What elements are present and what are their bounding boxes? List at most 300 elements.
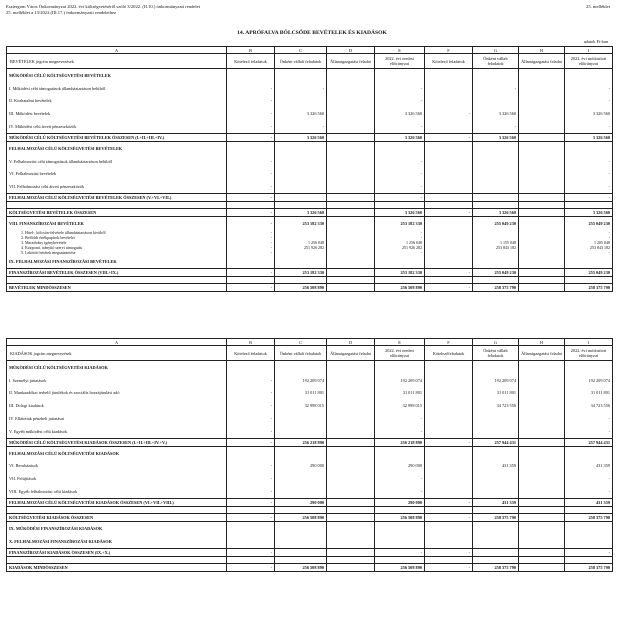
- table-cell: [425, 521, 473, 534]
- table-cell: 34 723 556: [473, 399, 519, 412]
- table-cell: 31 011 801: [473, 387, 519, 400]
- table-cell: [425, 155, 473, 168]
- col-letter: A: [7, 47, 227, 54]
- table-cell: [425, 460, 473, 473]
- table-cell: 192 209 074: [375, 374, 425, 387]
- table-cell: [519, 556, 565, 563]
- table-row: [7, 69, 613, 82]
- table-cell: 258 375 790: [473, 563, 519, 571]
- table-cell: [519, 180, 565, 193]
- table-cell: 290 000: [375, 460, 425, 473]
- table-cell: -: [565, 155, 613, 168]
- table-cell: [327, 194, 375, 202]
- table-cell: [425, 180, 473, 193]
- table-cell: -: [227, 230, 275, 235]
- table-cell: [375, 276, 425, 283]
- table-row: [7, 155, 613, 168]
- row-label: VII. Felújítások: [7, 472, 227, 485]
- table-row: [7, 107, 613, 120]
- table-cell: -: [227, 485, 275, 498]
- table-cell: -: [227, 438, 275, 446]
- row-label: FINANSZÍROZÁSI BEVÉTELEK ÖSSZESEN (VIII.+IX.): [7, 268, 227, 276]
- col-header: Államigazgatási feladat: [327, 54, 375, 69]
- table-cell: -: [565, 425, 613, 438]
- table-cell: [327, 446, 375, 459]
- table-cell: [375, 521, 425, 534]
- table-row: [7, 361, 613, 374]
- table-row: [7, 535, 613, 548]
- table-row: [7, 563, 613, 571]
- table-cell: 258 375 790: [565, 513, 613, 521]
- expense-table-body: [7, 361, 613, 572]
- table-cell: 431 359: [565, 460, 613, 473]
- table-cell: 255 049 230: [473, 268, 519, 276]
- row-label: II. Munkaadókat terhelő járulékok és szociális hozzájárulási adó: [7, 387, 227, 400]
- table-cell: -: [227, 387, 275, 400]
- column-letter-row: [7, 339, 613, 346]
- table-cell: [519, 283, 565, 291]
- revenue-table: [6, 46, 613, 292]
- col-letter: B: [227, 47, 275, 54]
- table-cell: [327, 563, 375, 571]
- table-cell: -: [375, 548, 425, 556]
- table-cell: 31 011 801: [375, 387, 425, 400]
- table-cell: -: [565, 95, 613, 108]
- table-cell: 256 218 890: [375, 438, 425, 446]
- table-row: [7, 180, 613, 193]
- row-label: VIII. FINANSZÍROZÁSI BEVÉTELEK: [7, 217, 227, 230]
- table-cell: -: [375, 472, 425, 485]
- table-cell: 32 998 015: [375, 399, 425, 412]
- table-cell: [227, 506, 275, 513]
- table-cell: -: [565, 472, 613, 485]
- table-cell: [473, 556, 519, 563]
- table-cell: -: [227, 245, 275, 250]
- col-header: 2022. évi módosított előirányzat: [565, 346, 613, 361]
- table-cell: [425, 485, 473, 498]
- table-cell: [275, 535, 327, 548]
- table-cell: [473, 95, 519, 108]
- table-cell: [473, 168, 519, 181]
- table-cell: [275, 141, 327, 154]
- table-row: [7, 425, 613, 438]
- table-cell: [519, 460, 565, 473]
- table-cell: [565, 556, 613, 563]
- row-label: IV. Ellátottak pénzbeli juttatásai: [7, 412, 227, 425]
- row-label: 1. Hitel-, kölcsön-felvétele államháztartáson kívülről: [7, 230, 227, 235]
- table-cell: [275, 521, 327, 534]
- col-letter: C: [275, 47, 327, 54]
- table-cell: -: [375, 425, 425, 438]
- row-label: BEVÉTELEK MINDÖSSZESEN: [7, 283, 227, 291]
- table-cell: -: [425, 438, 473, 446]
- table-cell: [327, 506, 375, 513]
- table-cell: [425, 399, 473, 412]
- table-cell: [327, 133, 375, 141]
- col-letter: G: [473, 339, 519, 346]
- header-line-1: Esztergom Város Önkormányzat 2022. évi költségvetéséről szóló 3/2022. (II.10.) önkormányzati rendelet: [6, 4, 200, 9]
- table-cell: [425, 168, 473, 181]
- table-cell: [519, 498, 565, 506]
- page-title: 14. APRÓFALVA BÖLCSŐDE BEVÉTELEK ÉS KIADÁSOK: [237, 30, 387, 36]
- table-row: [7, 485, 613, 498]
- table-cell: [519, 513, 565, 521]
- col-letter: G: [473, 47, 519, 54]
- table-row: [7, 95, 613, 108]
- table-cell: 253 843 182: [473, 245, 519, 250]
- table-cell: [519, 255, 565, 268]
- row-label: MŰKÖDÉSI CÉLÚ KÖLTSÉGVETÉSI KIADÁSOK: [7, 361, 227, 374]
- table-cell: [275, 276, 327, 283]
- table-cell: -: [227, 120, 275, 133]
- table-cell: [519, 563, 565, 571]
- table-cell: [327, 535, 375, 548]
- row-label: III. Működési bevételek: [7, 107, 227, 120]
- table-cell: [375, 69, 425, 82]
- table-cell: -: [227, 425, 275, 438]
- table-cell: -: [227, 194, 275, 202]
- table-cell: [227, 446, 275, 459]
- table-cell: -: [375, 250, 425, 255]
- table-cell: [425, 141, 473, 154]
- table-cell: [473, 535, 519, 548]
- table-cell: [473, 548, 519, 556]
- table-cell: [275, 425, 327, 438]
- table-cell: -: [375, 235, 425, 240]
- row-label: IV. Működési célú átvett pénzeszközök: [7, 120, 227, 133]
- table-cell: [519, 387, 565, 400]
- row-label: MŰKÖDÉSI CÉLÚ KÖLTSÉGVETÉSI KIADÁSOK ÖSSZESEN (I.+II.+III.+IV.+V.): [7, 438, 227, 446]
- table-cell: -: [425, 107, 473, 120]
- row-label: VIII. Egyéb felhalmozási célú kiadások: [7, 485, 227, 498]
- col-letter: D: [327, 339, 375, 346]
- unit-note: adatok Ft-ban: [583, 39, 608, 44]
- table-cell: -: [375, 95, 425, 108]
- table-cell: [227, 69, 275, 82]
- table-row: [7, 412, 613, 425]
- col-header: Kötelező feladatok: [227, 54, 275, 69]
- table-row: [7, 209, 613, 217]
- table-cell: 256 508 890: [375, 513, 425, 521]
- table-cell: -: [227, 412, 275, 425]
- col-letter: I: [565, 47, 613, 54]
- table-cell: -: [227, 235, 275, 240]
- table-cell: [275, 472, 327, 485]
- table-row: [7, 446, 613, 459]
- row-label: VI. Felhalmozási bevételek: [7, 168, 227, 181]
- table-cell: [227, 276, 275, 283]
- table-cell: [519, 485, 565, 498]
- table-cell: -: [227, 283, 275, 291]
- table-cell: 256 508 890: [275, 563, 327, 571]
- table-cell: -: [375, 120, 425, 133]
- table-cell: [327, 209, 375, 217]
- table-row: [7, 82, 613, 95]
- table-cell: [327, 69, 375, 82]
- table-cell: [425, 374, 473, 387]
- table-cell: 253 182 330: [275, 268, 327, 276]
- table-row: [7, 202, 613, 209]
- table-row: [7, 472, 613, 485]
- table-row: [7, 120, 613, 133]
- table-cell: [519, 120, 565, 133]
- table-cell: [425, 556, 473, 563]
- table-cell: 1 205 048: [565, 240, 613, 245]
- col-header: 2022. évi módosított előirányzat: [565, 54, 613, 69]
- table-row: [7, 513, 613, 521]
- table-cell: [425, 506, 473, 513]
- table-cell: [565, 255, 613, 268]
- table-cell: [275, 69, 327, 82]
- table-cell: 3 326 560: [275, 209, 327, 217]
- table-cell: [227, 255, 275, 268]
- col-header-label: BEVÉTELEK jogcím megnevezések: [7, 54, 227, 69]
- table-cell: [275, 168, 327, 181]
- table-cell: [327, 425, 375, 438]
- row-label: 2. Belföldi értékpapírok bevételei: [7, 235, 227, 240]
- table-cell: [327, 141, 375, 154]
- row-label: I. Személyi juttatások: [7, 374, 227, 387]
- table-cell: [519, 399, 565, 412]
- table-cell: [519, 202, 565, 209]
- table-cell: 3 326 560: [375, 209, 425, 217]
- table-cell: 258 375 790: [565, 283, 613, 291]
- table-cell: [275, 548, 327, 556]
- table-cell: 192 209 074: [473, 374, 519, 387]
- table-cell: [519, 82, 565, 95]
- table-cell: 3 326 560: [565, 133, 613, 141]
- table-cell: [519, 141, 565, 154]
- table-cell: [327, 498, 375, 506]
- table-cell: [275, 556, 327, 563]
- row-label: VII. Felhalmozási célú átvett pénzeszközök: [7, 180, 227, 193]
- table-cell: [327, 202, 375, 209]
- table-cell: -: [375, 168, 425, 181]
- table-cell: [327, 283, 375, 291]
- table-cell: -: [425, 563, 473, 571]
- row-label: [7, 276, 227, 283]
- table-cell: 31 011 801: [275, 387, 327, 400]
- table-cell: 431 359: [565, 498, 613, 506]
- row-label: FELHALMOZÁSI CÉLÚ KÖLTSÉGVETÉSI BEVÉTELEK ÖSSZESEN (V.+VI.+VII.): [7, 194, 227, 202]
- col-header: Kötelező feladatok: [425, 54, 473, 69]
- table-cell: [519, 472, 565, 485]
- table-cell: 1 155 048: [473, 240, 519, 245]
- table-cell: 192 209 074: [565, 374, 613, 387]
- table-cell: -: [227, 95, 275, 108]
- table-cell: 253 182 330: [275, 217, 327, 230]
- row-label: KÖLTSÉGVETÉSI BEVÉTELEK ÖSSZESEN: [7, 209, 227, 217]
- table-cell: -: [425, 283, 473, 291]
- table-cell: [473, 425, 519, 438]
- table-cell: [519, 168, 565, 181]
- table-cell: -: [375, 194, 425, 202]
- table-cell: -: [227, 399, 275, 412]
- table-cell: [473, 412, 519, 425]
- table-cell: 3 326 560: [473, 209, 519, 217]
- table-cell: [375, 535, 425, 548]
- table-cell: -: [565, 250, 613, 255]
- col-letter: I: [565, 339, 613, 346]
- row-label: KÖLTSÉGVETÉSI KIADÁSOK ÖSSZESEN: [7, 513, 227, 521]
- table-cell: 290 000: [275, 498, 327, 506]
- row-label: MŰKÖDÉSI CÉLÚ KÖLTSÉGVETÉSI BEVÉTELEK ÖSSZESEN (I.+II.+III.+IV.): [7, 133, 227, 141]
- col-letter: C: [275, 339, 327, 346]
- table-cell: [519, 425, 565, 438]
- table-cell: [565, 506, 613, 513]
- table-cell: 256 508 890: [275, 513, 327, 521]
- table-cell: -: [227, 168, 275, 181]
- expense-table: [6, 338, 613, 572]
- table-row: [7, 133, 613, 141]
- table-cell: [519, 506, 565, 513]
- row-label: VI. Beruházások: [7, 460, 227, 473]
- table-cell: [425, 276, 473, 283]
- table-cell: [425, 535, 473, 548]
- table-cell: [327, 513, 375, 521]
- table-cell: [425, 194, 473, 202]
- table-row: [7, 141, 613, 154]
- table-cell: -: [473, 82, 519, 95]
- document-header: [6, 4, 200, 16]
- table-cell: [425, 446, 473, 459]
- row-label: I. Működési célú támogatások államháztartáson belülről: [7, 82, 227, 95]
- table-cell: [473, 255, 519, 268]
- table-cell: [327, 361, 375, 374]
- table-cell: 192 209 074: [275, 374, 327, 387]
- table-row: [7, 498, 613, 506]
- table-row: [7, 438, 613, 446]
- table-cell: -: [473, 120, 519, 133]
- table-cell: -: [565, 120, 613, 133]
- table-cell: [327, 168, 375, 181]
- table-cell: -: [227, 155, 275, 168]
- table-row: [7, 268, 613, 276]
- table-cell: -: [565, 230, 613, 235]
- row-label: KIADÁSOK MINDÖSSZESEN: [7, 563, 227, 571]
- table-row: [7, 521, 613, 534]
- table-cell: 290 000: [275, 460, 327, 473]
- table-row: [7, 276, 613, 283]
- revenue-table-body: [7, 69, 613, 292]
- table-cell: [227, 556, 275, 563]
- table-cell: -: [227, 107, 275, 120]
- table-cell: 34 723 556: [565, 399, 613, 412]
- table-cell: 253 182 330: [375, 268, 425, 276]
- table-cell: [473, 485, 519, 498]
- table-cell: [327, 556, 375, 563]
- table-cell: [227, 202, 275, 209]
- table-cell: 3 326 560: [473, 107, 519, 120]
- table-cell: -: [227, 209, 275, 217]
- table-cell: -: [227, 460, 275, 473]
- table-cell: 256 508 890: [275, 283, 327, 291]
- col-header: Államigazgatási feladat: [327, 346, 375, 361]
- table-cell: [375, 556, 425, 563]
- table-cell: [565, 141, 613, 154]
- table-cell: 290 000: [375, 498, 425, 506]
- table-cell: -: [375, 485, 425, 498]
- col-letter: E: [375, 339, 425, 346]
- table-cell: -: [565, 235, 613, 240]
- table-cell: -: [227, 498, 275, 506]
- table-cell: [227, 141, 275, 154]
- table-cell: [565, 446, 613, 459]
- table-cell: -: [275, 120, 327, 133]
- row-label: MŰKÖDÉSI CÉLÚ KÖLTSÉGVETÉSI BEVÉTELEK: [7, 69, 227, 82]
- table-cell: [473, 472, 519, 485]
- table-cell: [327, 217, 375, 230]
- col-header: Államigazgatási feladat: [519, 346, 565, 361]
- table-cell: -: [227, 374, 275, 387]
- table-cell: 255 049 230: [565, 268, 613, 276]
- table-cell: -: [565, 82, 613, 95]
- table-cell: [565, 535, 613, 548]
- table-cell: [375, 361, 425, 374]
- row-label: [7, 556, 227, 563]
- table-cell: [375, 202, 425, 209]
- table-cell: [519, 69, 565, 82]
- table-cell: [519, 374, 565, 387]
- row-label: FINANSZÍROZÁSI KIADÁSOK ÖSSZESEN (IX.+X.): [7, 548, 227, 556]
- col-letter: H: [519, 339, 565, 346]
- table-cell: -: [227, 217, 275, 230]
- table-cell: 258 375 790: [565, 563, 613, 571]
- table-cell: [327, 155, 375, 168]
- column-letter-row: [7, 47, 613, 54]
- table-row: [7, 460, 613, 473]
- table-cell: [473, 155, 519, 168]
- table-cell: [425, 95, 473, 108]
- row-label: 5. Lekötött betétek megszüntetése: [7, 250, 227, 255]
- table-cell: -: [227, 548, 275, 556]
- table-cell: [327, 255, 375, 268]
- col-header: Önként vállalt feladatok: [275, 54, 327, 69]
- table-cell: [519, 446, 565, 459]
- table-cell: [425, 425, 473, 438]
- row-label: II. Közhatalmi bevételek: [7, 95, 227, 108]
- table-cell: [473, 276, 519, 283]
- table-cell: [327, 107, 375, 120]
- table-cell: [425, 202, 473, 209]
- table-row: [7, 387, 613, 400]
- col-header: Önként vállalt feladatok: [473, 54, 519, 69]
- table-cell: [473, 141, 519, 154]
- col-letter: F: [425, 339, 473, 346]
- col-header: Kötelező feladatok: [227, 346, 275, 361]
- table-cell: [519, 268, 565, 276]
- table-row: [7, 194, 613, 202]
- table-cell: [327, 180, 375, 193]
- table-cell: 253 182 330: [375, 217, 425, 230]
- table-cell: [473, 446, 519, 459]
- table-cell: 251 926 282: [275, 245, 327, 250]
- table-cell: [565, 276, 613, 283]
- table-cell: [425, 387, 473, 400]
- table-cell: -: [425, 498, 473, 506]
- table-cell: 256 508 890: [375, 283, 425, 291]
- table-cell: [327, 460, 375, 473]
- table-cell: -: [565, 485, 613, 498]
- table-cell: [519, 133, 565, 141]
- table-cell: [519, 209, 565, 217]
- table-cell: 257 944 431: [565, 438, 613, 446]
- row-label: III. Dologi kiadások: [7, 399, 227, 412]
- table-cell: 431 359: [473, 498, 519, 506]
- table-cell: [227, 535, 275, 548]
- table-cell: [227, 521, 275, 534]
- table-cell: [375, 255, 425, 268]
